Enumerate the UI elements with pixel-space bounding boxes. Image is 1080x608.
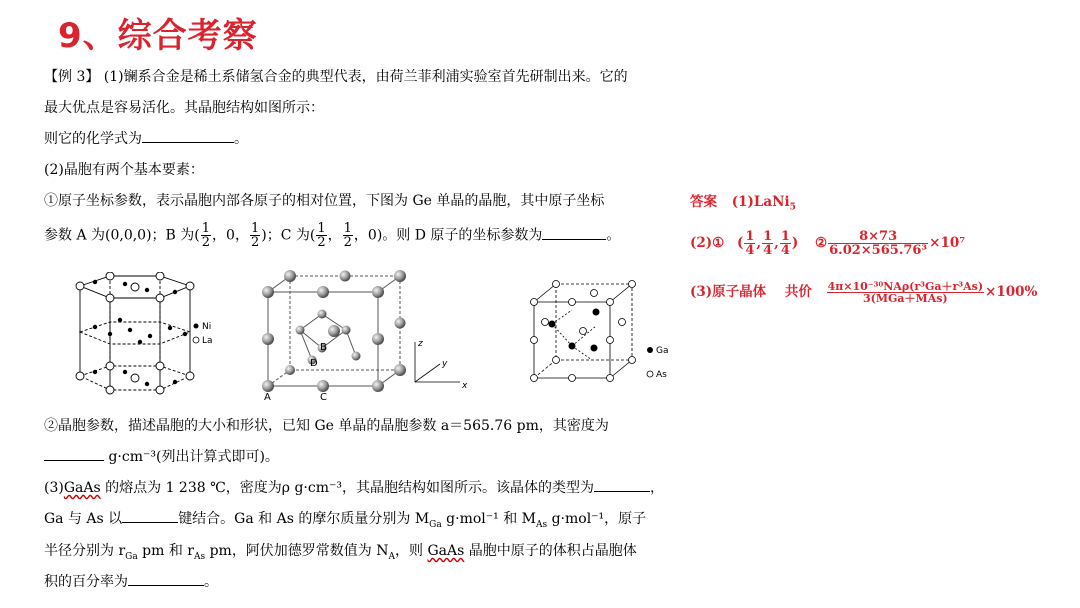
fraction: $\frac{1}{4}$ xyxy=(745,229,755,258)
label-b: B xyxy=(320,342,327,353)
question-text: g·mol⁻¹，原子 xyxy=(547,511,647,527)
answer-3-label: (3)原子晶体 xyxy=(690,284,767,300)
question-line-10 xyxy=(44,508,646,530)
label-a: A xyxy=(264,392,271,403)
answer-blank[interactable] xyxy=(122,508,178,523)
punctuation: ， xyxy=(649,480,664,496)
fraction: $\frac{1}{4}$ xyxy=(763,229,773,258)
question-text: ，0， xyxy=(212,227,249,244)
subscript: As xyxy=(536,519,548,530)
subscript: Ga xyxy=(429,519,442,530)
ni-legend-dot xyxy=(194,324,199,329)
axis-y: y xyxy=(442,359,448,369)
separator: , xyxy=(756,235,762,251)
fraction: $\frac{1}{2}$ xyxy=(201,221,211,250)
legend-la: La xyxy=(202,336,213,346)
question-text: g·mol⁻¹ 和 M xyxy=(441,511,536,527)
legend-ga: Ga xyxy=(656,346,669,356)
question-text: pm 和 r xyxy=(137,543,194,559)
fraction: $\frac{1}{2}$ xyxy=(317,221,326,250)
punctuation: 。 xyxy=(234,131,248,147)
question-text: 积的百分率为 xyxy=(44,574,128,590)
answer-blank[interactable] xyxy=(542,225,606,240)
question-text: 的熔点为 1 238 ℃，密度为ρ g·cm⁻³，其晶胞结构如图所示。该晶体的类型为 xyxy=(100,480,594,496)
answer-2-label: ② xyxy=(815,235,828,251)
question-line-6 xyxy=(44,222,620,249)
answer-line-1 xyxy=(690,190,796,213)
question-text: 则它的化学式为 xyxy=(44,131,142,147)
answer-line-3 xyxy=(690,280,1037,304)
answer-3-tail: ×100% xyxy=(985,284,1038,300)
question-line-5: ①原子坐标参数，表示晶胞内部各原子的相对位置，下图为 Ge 单晶的晶胞，其中原子坐标 xyxy=(44,193,605,209)
label-d: D xyxy=(310,358,318,369)
page-title: 9、综合考察 xyxy=(58,16,258,56)
question-line-3 xyxy=(44,128,248,148)
axis-x: x xyxy=(462,381,468,391)
fill-fraction: $\frac{\text{4π×10⁻³⁰NAρ(r³Ga＋r³As)}}{\text{3(MGa＋MAs)}}$ xyxy=(827,280,984,305)
question-line-7: ②晶胞参数，描述晶胞的大小和形状，已知 Ge 单晶的晶胞参数 a＝565.76 pm，其密度为 xyxy=(44,418,609,434)
gaas-term: GaAs xyxy=(63,480,101,496)
answer-2-label: (2)① xyxy=(690,235,725,251)
answer-line-2: (2)① ( $\frac{1}{4}$ , $\frac{1}{4}$ , $\frac{1}{4}$ ) ② $\frac{8\times 73}{\text{6.02×565.76³}}$ ×10⁷ xyxy=(690,229,966,258)
question-text: ，则 xyxy=(395,543,428,559)
legend-ni: Ni xyxy=(202,322,212,332)
subscript: As xyxy=(194,551,206,562)
answer-blank[interactable] xyxy=(142,128,234,143)
subscript: A xyxy=(388,551,396,562)
question-line-12 xyxy=(44,571,218,591)
as-legend-dot xyxy=(647,371,653,377)
gaas-crystal-figure xyxy=(528,276,688,386)
question-line-4: (2)晶胞有两个基本要素： xyxy=(44,162,204,178)
subscript: 5 xyxy=(789,202,796,213)
answer-label: 答案 xyxy=(690,194,717,210)
question-line-9 xyxy=(44,477,664,497)
punctuation: 。 xyxy=(606,227,621,244)
answer-3-bond: 共价 xyxy=(784,284,812,300)
question-line-8 xyxy=(44,446,279,466)
question-text: 晶胞中原子的体积占晶胞体 xyxy=(464,543,637,559)
answer-blank[interactable] xyxy=(594,477,650,492)
ga-legend-dot xyxy=(647,347,653,353)
answer-blank[interactable] xyxy=(44,446,104,461)
question-text: )；C 为( xyxy=(261,227,316,244)
question-text: pm，阿伏加德罗常数值为 N xyxy=(205,543,389,559)
question-text: g·cm⁻³(列出计算式即可)。 xyxy=(104,449,279,465)
density-fraction: $\frac{8\times 73}{\text{6.02×565.76³}}$ xyxy=(829,229,928,258)
gaas-term: GaAs xyxy=(427,543,465,559)
fraction: $\frac{1}{2}$ xyxy=(250,221,260,250)
question-text: (3) xyxy=(44,480,64,496)
punctuation: 。 xyxy=(204,574,218,590)
lani5-crystal-figure xyxy=(50,272,230,404)
question-text: Ga 与 As 以 xyxy=(44,511,123,527)
label-c: C xyxy=(320,392,327,403)
question-line-11 xyxy=(44,540,637,562)
question-text: ， xyxy=(327,227,342,244)
answer-blank[interactable] xyxy=(128,571,204,586)
question-text: (1)镧系合金是稀土系储氢合金的典型代表，由荷兰菲利浦实验室首先研制出来。它的 xyxy=(99,69,628,85)
separator: , xyxy=(774,235,779,251)
la-legend-dot xyxy=(193,337,199,343)
answer-1: (1)LaNi xyxy=(731,194,790,210)
question-text: 键结合。Ga 和 As 的摩尔质量分别为 M xyxy=(178,511,430,527)
question-text: 半径分别为 r xyxy=(44,543,126,559)
axis-z: z xyxy=(418,339,423,349)
question-line-1 xyxy=(44,66,628,86)
legend-as: As xyxy=(656,370,667,380)
fraction: $\frac{1}{4}$ xyxy=(780,229,790,258)
question-line-2: 最大优点是容易活化。其晶胞结构如图所示： xyxy=(44,100,324,116)
example-tag: 【例 3】 xyxy=(44,69,100,85)
ge-crystal-figure xyxy=(250,270,480,404)
answer-2-tail: ×10⁷ xyxy=(929,235,966,251)
question-text: ，0)。则 D 原子的坐标参数为 xyxy=(353,227,543,244)
subscript: Ga xyxy=(125,551,138,562)
fraction: $\frac{1}{2}$ xyxy=(343,221,352,250)
question-text: 参数 A 为(0,0,0)；B 为( xyxy=(44,227,200,244)
